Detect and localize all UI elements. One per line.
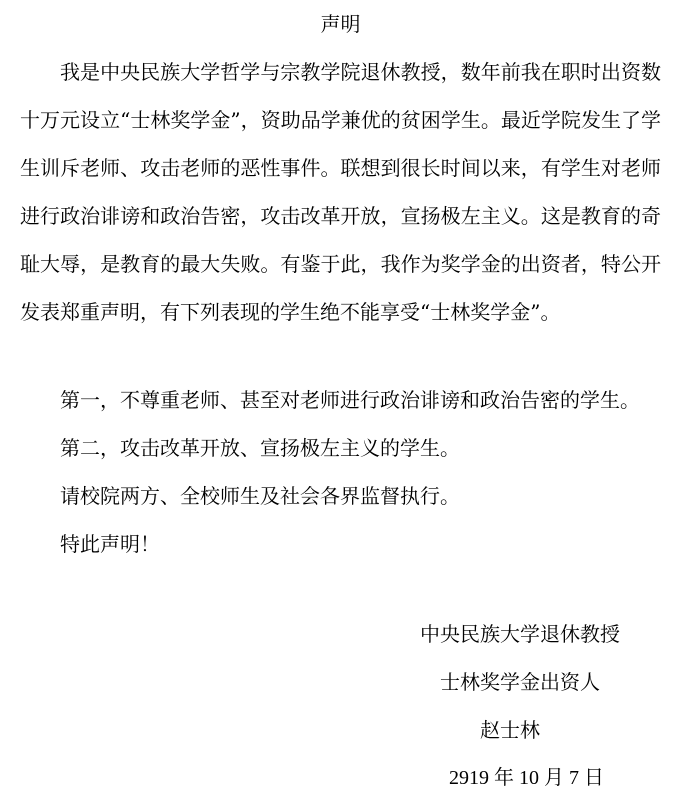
signature-affiliation: 中央民族大学退休教授 bbox=[420, 622, 620, 646]
statement-body: 我是中央民族大学哲学与宗教学院退休教授，数年前我在职时出资数十万元设立“士林奖学金”，资助品学兼优的贫困学生。最近学院发生了学生训斥老师、攻击老师的恶性事件。联想到很长时间以来，有学生对老师进行政治诽谤和政治告密，攻击改革开放，宣扬极左主义。这是教育的奇耻大辱，是教育的最大失败。有鉴于此，我作为奖学金的出资者，特公开发表郑重声明，有下列表现的学生绝不能享受“士林奖学金”。 bbox=[20, 60, 661, 324]
clause-two: 第二，攻击改革开放、宣扬极左主义的学生。 bbox=[60, 436, 460, 460]
closing-line: 特此声明！ bbox=[60, 532, 160, 556]
clause-one: 第一，不尊重老师、甚至对老师进行政治诽谤和政治告密的学生。 bbox=[60, 388, 640, 412]
signature-date: 2919 年 10 月 7 日 bbox=[449, 767, 604, 789]
supervision-request: 请校院两方、全校师生及社会各界监督执行。 bbox=[60, 484, 460, 508]
signature-name: 赵士林 bbox=[480, 718, 540, 742]
signature-role: 士林奖学金出资人 bbox=[440, 670, 600, 694]
document-title: 声明 bbox=[320, 12, 361, 36]
